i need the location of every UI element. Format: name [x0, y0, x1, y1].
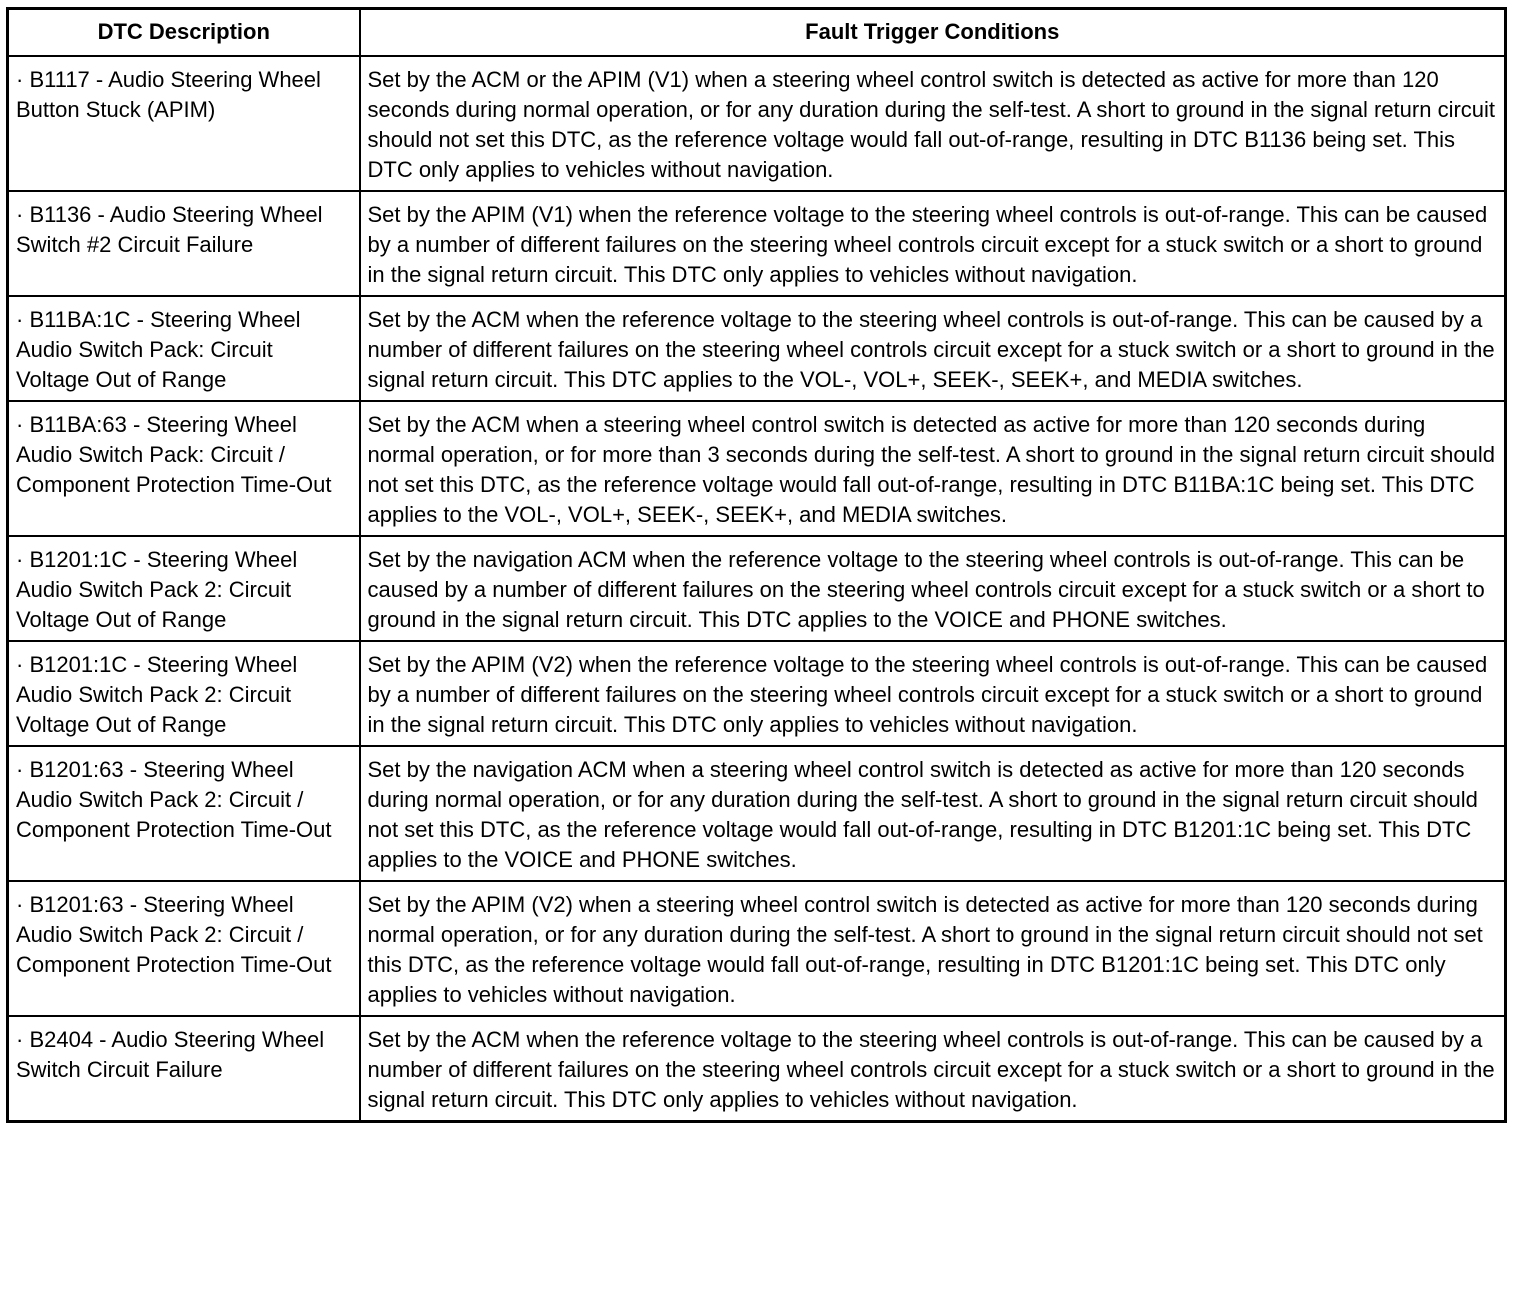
table-row — [8, 56, 1506, 191]
table-row — [8, 881, 1506, 1016]
dtc-description-cell: · B1201:63 - Steering Wheel Audio Switch Pack 2: Circuit / Component Protection Time-Out — [8, 746, 360, 881]
fault-trigger-conditions-cell: Set by the ACM when the reference voltage to the steering wheel controls is out-of-range. This can be caused by a number of different failures on the steering wheel controls circuit except for a stuck switch or a short to ground in the signal return circuit. This DTC only applies to vehicles without navigation. — [360, 1016, 1506, 1122]
table-row — [8, 401, 1506, 536]
dtc-description-cell: · B2404 - Audio Steering Wheel Switch Circuit Failure — [8, 1016, 360, 1122]
dtc-description-cell: · B1201:1C - Steering Wheel Audio Switch Pack 2: Circuit Voltage Out of Range — [8, 641, 360, 746]
fault-trigger-conditions-cell: Set by the ACM when the reference voltage to the steering wheel controls is out-of-range. This can be caused by a number of different failures on the steering wheel controls circuit except for a stuck switch or a short to ground in the signal return circuit. This DTC applies to the VOL-, VOL+, SEEK-, SEEK+, and MEDIA switches. — [360, 296, 1506, 401]
column-header-dtc-description: DTC Description — [8, 9, 360, 57]
dtc-description-cell: · B11BA:63 - Steering Wheel Audio Switch Pack: Circuit / Component Protection Time-Out — [8, 401, 360, 536]
fault-trigger-conditions-cell: Set by the ACM or the APIM (V1) when a steering wheel control switch is detected as active for more than 120 seconds during normal operation, or for any duration during the self-test. A short to ground in the signal return circuit should not set this DTC, as the reference voltage would fall out-of-range, resulting in DTC B1136 being set. This DTC only applies to vehicles without navigation. — [360, 56, 1506, 191]
table-row — [8, 641, 1506, 746]
fault-trigger-conditions-cell: Set by the APIM (V1) when the reference voltage to the steering wheel controls is out-of-range. This can be caused by a number of different failures on the steering wheel controls circuit except for a stuck switch or a short to ground in the signal return circuit. This DTC only applies to vehicles without navigation. — [360, 191, 1506, 296]
dtc-description-cell: · B1201:1C - Steering Wheel Audio Switch Pack 2: Circuit Voltage Out of Range — [8, 536, 360, 641]
table-header-row — [8, 9, 1506, 57]
dtc-description-cell: · B1201:63 - Steering Wheel Audio Switch Pack 2: Circuit / Component Protection Time-Out — [8, 881, 360, 1016]
fault-trigger-conditions-cell: Set by the ACM when a steering wheel control switch is detected as active for more than 120 seconds during normal operation, or for more than 3 seconds during the self-test. A short to ground in the signal return circuit should not set this DTC, as the reference voltage would fall out-of-range, resulting in DTC B11BA:1C being set. This DTC applies to the VOL-, VOL+, SEEK-, SEEK+, and MEDIA switches. — [360, 401, 1506, 536]
fault-trigger-conditions-cell: Set by the APIM (V2) when a steering wheel control switch is detected as active for more than 120 seconds during normal operation, or for any duration during the self-test. A short to ground in the signal return circuit should not set this DTC, as the reference voltage would fall out-of-range, resulting in DTC B1201:1C being set. This DTC only applies to vehicles without navigation. — [360, 881, 1506, 1016]
table-row — [8, 191, 1506, 296]
fault-trigger-conditions-cell: Set by the navigation ACM when the reference voltage to the steering wheel controls is out-of-range. This can be caused by a number of different failures on the steering wheel controls circuit except for a stuck switch or a short to ground in the signal return circuit. This DTC applies to the VOICE and PHONE switches. — [360, 536, 1506, 641]
table-row — [8, 1016, 1506, 1122]
dtc-description-cell: · B1136 - Audio Steering Wheel Switch #2 Circuit Failure — [8, 191, 360, 296]
table-row — [8, 746, 1506, 881]
dtc-description-cell: · B1117 - Audio Steering Wheel Button Stuck (APIM) — [8, 56, 360, 191]
fault-trigger-conditions-cell: Set by the APIM (V2) when the reference voltage to the steering wheel controls is out-of-range. This can be caused by a number of different failures on the steering wheel controls circuit except for a stuck switch or a short to ground in the signal return circuit. This DTC only applies to vehicles without navigation. — [360, 641, 1506, 746]
table-row — [8, 536, 1506, 641]
fault-trigger-conditions-cell: Set by the navigation ACM when a steering wheel control switch is detected as active for more than 120 seconds during normal operation, or for any duration during the self-test. A short to ground in the signal return circuit should not set this DTC, as the reference voltage would fall out-of-range, resulting in DTC B1201:1C being set. This DTC applies to the VOICE and PHONE switches. — [360, 746, 1506, 881]
dtc-description-cell: · B11BA:1C - Steering Wheel Audio Switch Pack: Circuit Voltage Out of Range — [8, 296, 360, 401]
column-header-fault-trigger-conditions: Fault Trigger Conditions — [360, 9, 1506, 57]
table-row — [8, 296, 1506, 401]
dtc-table — [6, 7, 1507, 1123]
